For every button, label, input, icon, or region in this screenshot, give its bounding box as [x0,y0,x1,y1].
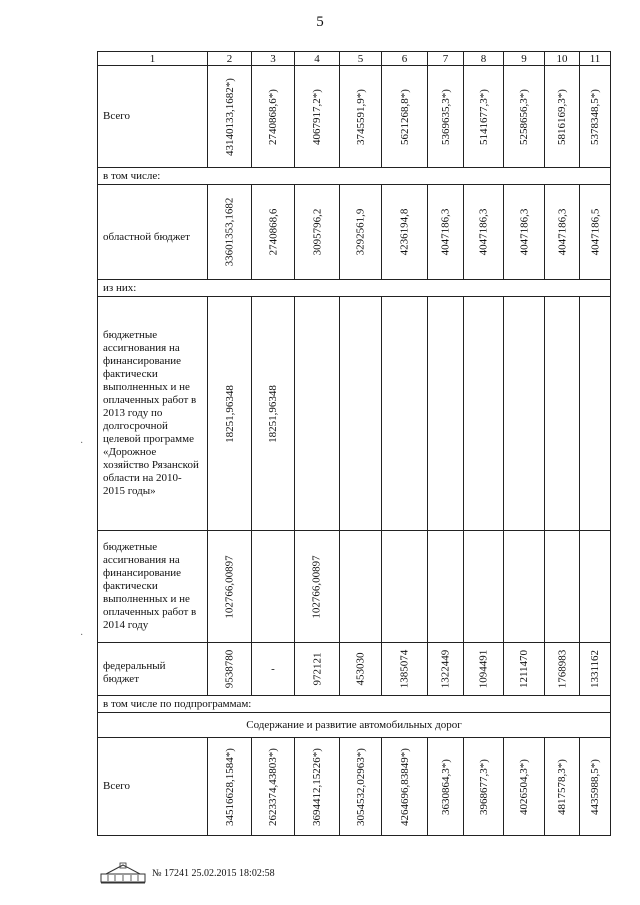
row-label: Всего [98,738,208,836]
col-header: 11 [580,52,611,66]
cell-value: - [271,663,275,675]
table-row-of-them [98,280,611,297]
cell-value: 1094491 [477,649,490,689]
cell-value: 4817578,3*) [556,758,569,815]
row-label: бюджетные ассигнования на финансирование фактически выполненных и не оплаченных работ в 2013 году по долгосрочной целевой программе «Дорожное хозяйство Рязанской области на 2010-2015 годы» [98,297,208,531]
cell-value: 18251,96348 [267,384,279,443]
budget-table [97,51,611,836]
cell-value: 4435988,5*) [589,758,602,815]
cell-value: 18251,96348 [223,384,236,443]
cell-value: 3745591,9*) [354,88,367,145]
cell-value: 3292561,9 [354,208,367,256]
scan-speck: · [80,438,84,449]
cell-value: 4047186,3 [477,208,490,256]
col-header: 2 [208,52,252,66]
col-header: 3 [252,52,295,66]
row-label: Всего [98,66,208,168]
cell-value: 2740868,6*) [267,88,280,145]
cell-value: 5621268,8*) [398,88,411,145]
cell-value: 102766,00897 [223,554,236,619]
cell-value: 1322449 [439,649,452,689]
cell-value: 4047186,3 [556,208,568,256]
table-row-subprogram-title [98,713,611,738]
col-header: 1 [98,52,208,66]
cell-value: 4236194,8 [398,208,411,256]
table-row-regional [98,185,611,280]
scan-speck: · [80,630,84,641]
table-row-alloc-2013 [98,297,611,531]
cell-value: 9538780 [223,649,236,689]
cell-value: 4264696,83849*) [398,747,411,826]
table-row-federal [98,643,611,696]
cell-value: 5141677,3*) [477,88,490,145]
cell-value: 4047186,3 [439,208,452,256]
registration-footer [100,862,275,884]
cell-value: 972121 [311,652,323,686]
cell-value: 2740868,6 [267,208,279,256]
cell-value: 3968677,3*) [477,758,490,815]
cell-value: 5369635,3*) [439,88,452,145]
cell-value: 102766,00897 [311,554,323,619]
section-title: Содержание и развитие автомобильных дорог [98,713,611,738]
cell-value: 1385074 [398,649,411,689]
col-header: 6 [382,52,428,66]
cell-value: 2623374,43803*) [267,747,280,826]
cell-value: 5258656,3*) [518,88,531,145]
table-row-by-subprogram [98,696,611,713]
table-row-total [98,66,611,168]
table-row-including [98,168,611,185]
cell-value: 4047186,5 [589,208,601,256]
row-label: из них: [98,280,611,297]
col-header: 10 [545,52,580,66]
row-label: федеральный бюджет [98,643,208,696]
registration-number: № 17241 25.02.2015 18:02:58 [152,867,275,879]
cell-value: 33601353,1682 [223,197,236,267]
cell-value: 5816169,3*) [556,88,569,145]
building-stamp-icon [100,862,146,884]
col-header: 5 [340,52,382,66]
cell-value: 34516628,1584*) [223,747,236,826]
table-row-sub-total [98,738,611,836]
cell-value: 4067917,2*) [311,88,324,145]
header-row [98,52,611,66]
col-header: 7 [428,52,464,66]
row-label: в том числе по подпрограммам: [98,696,611,713]
col-header: 9 [504,52,545,66]
cell-value: 1768983 [556,649,568,689]
cell-value: 3054532,02963*) [354,747,367,826]
row-label: в том числе: [98,168,611,185]
cell-value: 1331162 [589,649,601,689]
table-row-alloc-2014 [98,531,611,643]
row-label: бюджетные ассигнования на финансирование фактически выполненных и не оплаченных работ в 2014 году [98,531,208,643]
row-label: областной бюджет [98,185,208,280]
cell-value: 4047186,3 [518,208,530,256]
cell-value: 3095796,2 [311,208,323,256]
col-header: 4 [295,52,340,66]
cell-value: 5378348,5*) [589,88,602,145]
cell-value: 3694412,15226*) [311,747,324,826]
cell-value: 4026504,3*) [518,758,531,815]
cell-value: 43140133,1682*) [223,77,236,156]
page-number: 5 [316,14,324,30]
col-header: 8 [464,52,504,66]
cell-value: 1211470 [518,649,530,689]
cell-value: 453030 [354,652,367,686]
cell-value: 3630864,3*) [439,758,452,815]
